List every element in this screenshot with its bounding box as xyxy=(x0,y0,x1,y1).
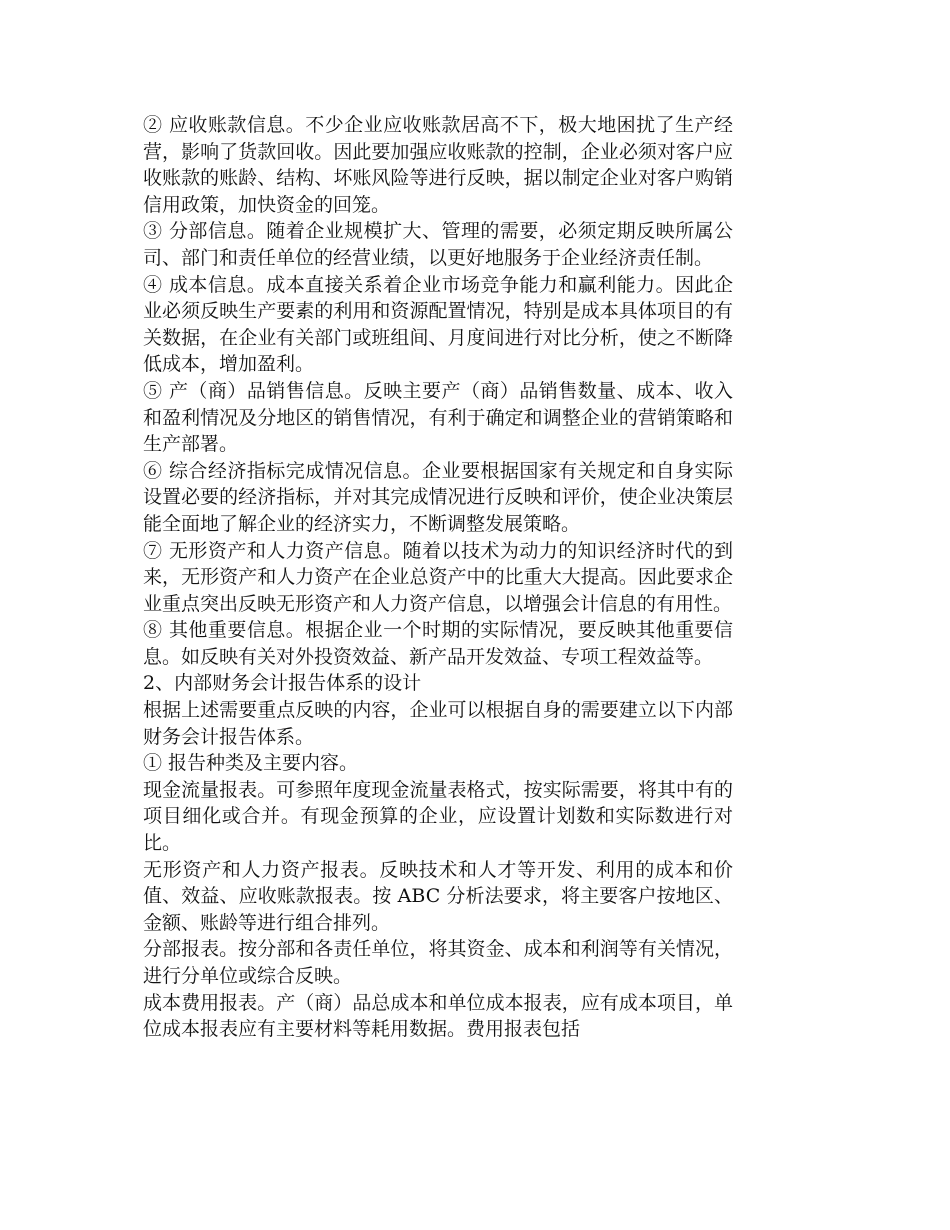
paragraph-report-types: ① 报告种类及主要内容。 xyxy=(143,752,359,775)
paragraph-segment-report: 分部报表。按分部和各责任单位，将其资金、成本和利润等有关情况，进行分单位或综合反映。 xyxy=(143,938,733,987)
document-body xyxy=(143,112,733,1043)
paragraph-segment-info: ③ 分部信息。随着企业规模扩大、管理的需要，必须定期反映所属公司、部门和责任单位的经营业绩，以更好地服务于企业经济责任制。 xyxy=(143,220,733,269)
paragraph-economic-indicators: ⑥ 综合经济指标完成情况信息。企业要根据国家有关规定和自身实际设置必要的经济指标，并对其完成情况进行反映和评价，使企业决策层能全面地了解企业的经济实力，不断调整发展策略。 xyxy=(143,459,733,535)
paragraph-cost-report: 成本费用报表。产（商）品总成本和单位成本报表，应有成本项目，单位成本报表应有主要材料等耗用数据。费用报表包括 xyxy=(143,991,733,1041)
paragraph-accounts-receivable: ② 应收账款信息。不少企业应收账款居高不下，极大地困扰了生产经营，影响了货款回收。因此要加强应收账款的控制，企业必须对客户应收账款的账龄、结构、坏账风险等进行反映，据以制定企业对客户购销信用政策，加快资金的回笼。 xyxy=(143,114,733,216)
paragraph-sales-info: ⑤ 产（商）品销售信息。反映主要产（商）品销售数量、成本、收入和盈利情况及分地区的销售情况，有利于确定和调整企业的营销策略和生产部署。 xyxy=(143,379,733,456)
section-heading: 2、内部财务会计报告体系的设计 xyxy=(143,672,422,695)
paragraph-intangible-assets: ⑦ 无形资产和人力资产信息。随着以技术为动力的知识经济时代的到来，无形资产和人力资产在企业总资产中的比重大大提高。因此要求企业重点突出反映无形资产和人力资产信息，以增强会计信息的有用性。 xyxy=(143,539,733,615)
paragraph-cash-flow-report: 现金流量报表。可参照年度现金流量表格式，按实际需要，将其中有的项目细化或合并。有现金预算的企业，应设置计划数和实际数进行对比。 xyxy=(143,778,733,855)
paragraph-other-info: ⑧ 其他重要信息。根据企业一个时期的实际情况，要反映其他重要信息。如反映有关对外投资效益、新产品开发效益、专项工程效益等。 xyxy=(143,619,733,668)
paragraph-intangible-report: 无形资产和人力资产报表。反映技术和人才等开发、利用的成本和价值、效益、应收账款报表。按 ABC 分析法要求，将主要客户按地区、金额、账龄等进行组合排列。 xyxy=(143,858,733,934)
paragraph-cost-info: ④ 成本信息。成本直接关系着企业市场竞争能力和赢利能力。因此企业必须反映生产要素的利用和资源配置情况，特别是成本具体项目的有关数据，在企业有关部门或班组间、月度间进行对比分析，使之不断降低成本，增加盈利。 xyxy=(143,273,733,376)
paragraph-system-intro: 根据上述需要重点反映的内容，企业可以根据自身的需要建立以下内部财务会计报告体系。 xyxy=(143,699,733,748)
